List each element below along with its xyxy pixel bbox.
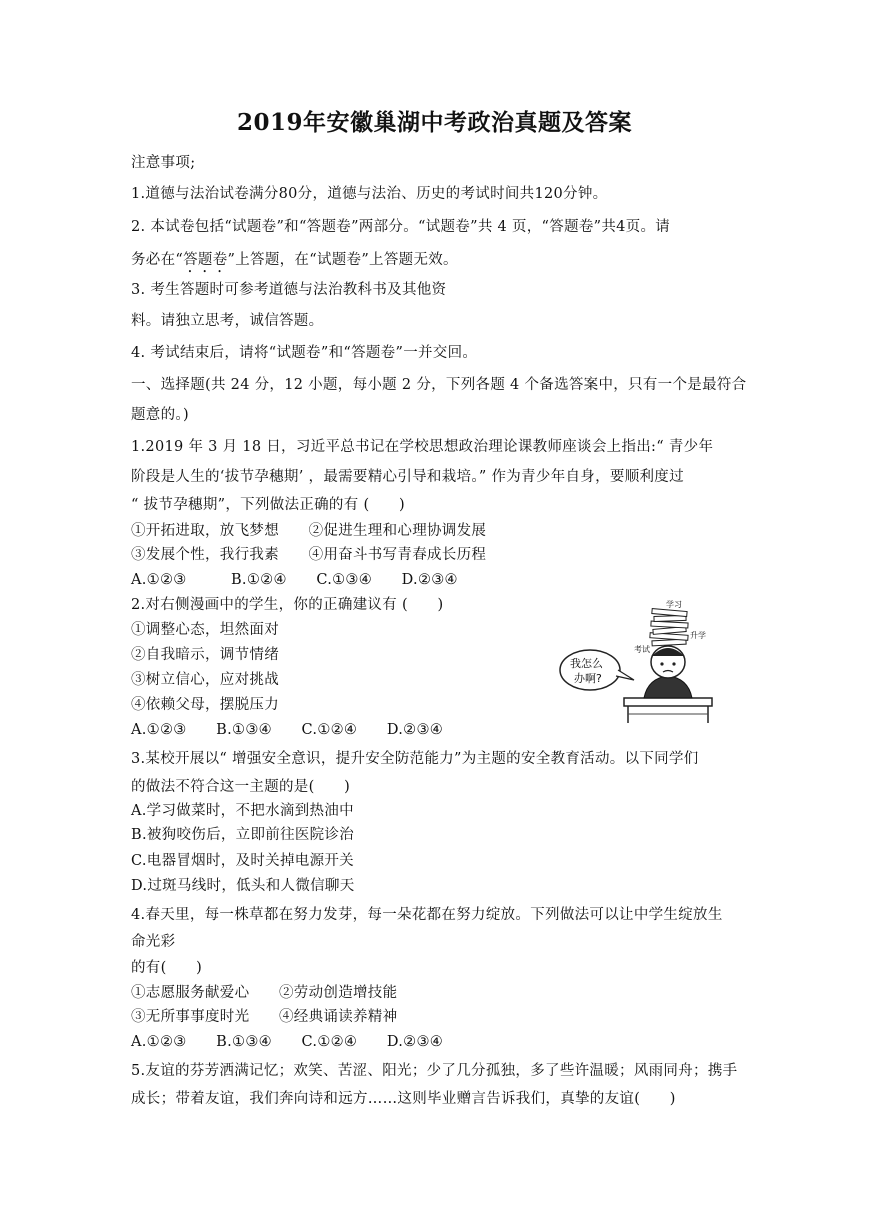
q5-stem: 5.友谊的芬芳洒满记忆；欢笑、苦涩、阳光；少了几分孤独，多了些许温暖；风雨同舟；携手 xyxy=(131,1063,738,1079)
q4-stem-3: 的有( ) xyxy=(131,960,203,976)
books-label: 学习 xyxy=(666,600,682,609)
notice-item-2-cont xyxy=(131,250,458,276)
q1-options-1: ①开拓进取，放飞梦想 ②促进生理和心理协调发展 xyxy=(131,523,487,539)
q1-stem-2: 阶段是人生的‘拔节孕穗期’ ，最需要精心引导和栽培。” 作为青少年自身，要顺利度过 xyxy=(131,469,684,485)
book xyxy=(651,621,688,628)
notice-text: 务必在 xyxy=(131,252,176,268)
q2-option-2: ②自我暗示，调节情绪 xyxy=(131,647,279,663)
notice-item-2: 2. 本试卷包括“试题卷”和“答题卷”两部分。“试题卷”共 4 页，“答题卷”共4页。请 xyxy=(131,219,671,235)
q1-answers: A.①②③ B.①②④ C.①③④ D.②③④ xyxy=(131,572,458,588)
bubble-tail xyxy=(616,670,634,680)
q2-stem: 2.对右侧漫画中的学生，你的正确建议有 ( ) xyxy=(131,597,444,613)
q3-option-d: D.过斑马线时，低头和人微信聊天 xyxy=(131,878,355,894)
q4-stem: 4.春天里，每一株草都在努力发芽，每一朵花都在努力绽放。下列做法可以让中学生绽放生 xyxy=(131,907,723,923)
student-body xyxy=(644,676,692,698)
bubble-text-2: 办啊? xyxy=(574,672,602,685)
q3-stem-2: 的做法不符合这一主题的是( ) xyxy=(131,779,351,795)
bubble-text-1: 我怎么 xyxy=(570,657,603,670)
notice-item-3: 3. 考生答题时可参考道德与法治教科书及其他资 xyxy=(131,282,447,298)
stressed-student-cartoon xyxy=(556,600,731,725)
q1-stem-3: “ 拔节孕穗期”，下列做法正确的有 ( ) xyxy=(131,497,405,513)
q3-option-c: C.电器冒烟时，及时关掉电源开关 xyxy=(131,853,354,869)
notice-heading: 注意事项; xyxy=(131,155,196,171)
section-heading-cont: 题意的。) xyxy=(131,407,189,423)
q4-options-2: ③无所事事度时光 ④经典诵读养精神 xyxy=(131,1009,398,1025)
desk-top xyxy=(624,698,712,706)
q1-options-2: ③发展个性，我行我素 ④用奋斗书写青春成长历程 xyxy=(131,547,487,563)
notice-item-4: 4. 考试结束后，请将“试题卷”和“答题卷”一并交回。 xyxy=(131,345,478,361)
q3-option-b: B.被狗咬伤后，立即前往医院诊治 xyxy=(131,827,355,843)
q2-option-4: ④依赖父母，摆脱压力 xyxy=(131,697,279,713)
promotion-label: 升学 xyxy=(690,631,706,640)
exam-label: 考试 xyxy=(634,645,650,654)
q3-option-a: A.学习做菜时，不把水滴到热油中 xyxy=(131,803,354,819)
notice-item-1: 1.道德与法治试卷满分80分，道德与法治、历史的考试时间共120分钟。 xyxy=(131,186,608,202)
q2-option-3: ③树立信心，应对挑战 xyxy=(131,672,279,688)
section-heading: 一、选择题(共 24 分，12 小题，每小题 2 分，下列各题 4 个备选答案中，只有一个是最符合 xyxy=(131,377,747,393)
notice-item-3-cont: 料。请独立思考，诚信答题。 xyxy=(131,313,324,329)
q2-answers: A.①②③ B.①③④ C.①②④ D.②③④ xyxy=(131,722,444,738)
book xyxy=(652,609,687,617)
q3-stem: 3.某校开展以“ 增强安全意识，提升安全防范能力”为主题的安全教育活动。以下同学们 xyxy=(131,751,699,767)
q1-stem: 1.2019 年 3 月 18 日，习近平总书记在学校思想政治理论课教师座谈会上指出:“ 青少年 xyxy=(131,439,714,455)
notice-text: 上答题，在“试题卷”上答题无效。 xyxy=(235,252,458,268)
q5-stem-2: 成长；带着友谊，我们奔向诗和远方……这则毕业赠言告诉我们，真挚的友谊( ) xyxy=(131,1091,676,1107)
document-title: 2019年安徽巢湖中考政治真题及答案 xyxy=(236,109,632,136)
student-eye xyxy=(660,662,663,665)
q4-answers: A.①②③ B.①③④ C.①②④ D.②③④ xyxy=(131,1034,444,1050)
q2-option-1: ①调整心态，坦然面对 xyxy=(131,622,279,638)
q4-options-1: ①志愿服务献爱心 ②劳动创造增技能 xyxy=(131,985,398,1001)
emphasized-answer-sheet: “答题卷” xyxy=(175,252,236,268)
q4-stem-2: 命光彩 xyxy=(131,934,176,950)
student-eye xyxy=(672,662,675,665)
